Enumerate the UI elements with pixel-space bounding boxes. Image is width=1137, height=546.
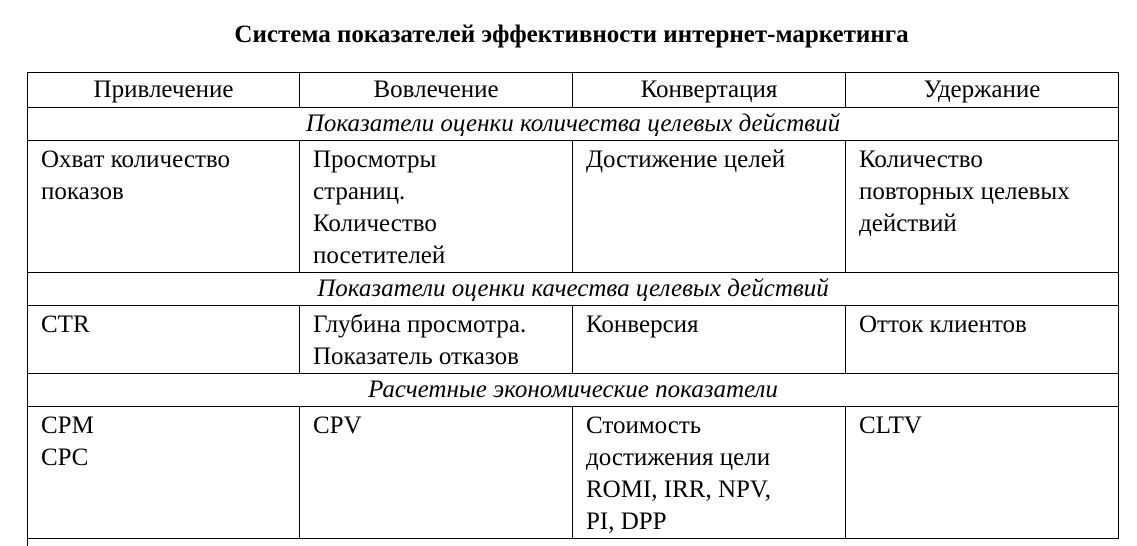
cell-text: Количество <box>313 210 437 237</box>
section-heading-row <box>28 108 1119 141</box>
section-heading: Расчетные экономические показатели <box>28 374 1119 407</box>
cell-text: Стоимость <box>586 412 702 439</box>
cell-text: Показатель отказов <box>313 343 519 370</box>
table-cell <box>846 407 1119 539</box>
cell-text: CPV <box>313 412 362 439</box>
table-cell <box>28 306 300 374</box>
table-cell <box>573 407 846 539</box>
cell-text: PI, DPP <box>586 508 667 535</box>
cell-text: действий <box>859 210 957 237</box>
cell-text: Охват количество <box>41 146 231 173</box>
table-cell <box>846 141 1119 273</box>
cell-text: показов <box>41 178 124 205</box>
cell-text: Глубина просмотра. <box>313 311 527 338</box>
cell-text: Просмотры <box>313 146 437 173</box>
table-cell <box>300 407 573 539</box>
header-row <box>28 73 1119 108</box>
table-row <box>28 141 1119 273</box>
table-cell <box>573 306 846 374</box>
column-header: Вовлечение <box>300 73 573 108</box>
column-header: Привлечение <box>28 73 300 108</box>
column-header: Конвертация <box>573 73 846 108</box>
metrics-table <box>27 72 1119 539</box>
table-cell <box>300 141 573 273</box>
cell-text: страниц. <box>313 178 406 205</box>
cell-text: Конверсия <box>586 311 699 338</box>
table-cell <box>28 407 300 539</box>
table-cell <box>573 141 846 273</box>
cell-text: CPC <box>41 444 89 471</box>
cell-text: Отток клиентов <box>859 311 1027 338</box>
cell-text: Количество <box>859 146 983 173</box>
section-heading-row <box>28 273 1119 306</box>
cell-text: CPM <box>41 412 94 439</box>
cell-text: повторных целевых <box>859 178 1070 205</box>
section-heading: Показатели оценки качества целевых действий <box>28 273 1119 306</box>
cell-text: CLTV <box>859 412 922 439</box>
cell-text: посетителей <box>313 242 446 269</box>
section-heading-row <box>28 374 1119 407</box>
table-continuation-line <box>27 530 28 546</box>
table-row <box>28 306 1119 374</box>
cell-text: ROMI, IRR, NPV, <box>586 476 771 503</box>
table-cell <box>846 306 1119 374</box>
table-row <box>28 407 1119 539</box>
table-cell <box>28 141 300 273</box>
cell-text: Достижение целей <box>586 146 786 173</box>
section-heading: Показатели оценки количества целевых действий <box>28 108 1119 141</box>
column-header: Удержание <box>846 73 1119 108</box>
cell-text: достижения цели <box>586 444 771 471</box>
document-title: Система показателей эффективности интернет-маркетинга <box>234 21 909 48</box>
table-cell <box>300 306 573 374</box>
cell-text: CTR <box>41 311 90 338</box>
